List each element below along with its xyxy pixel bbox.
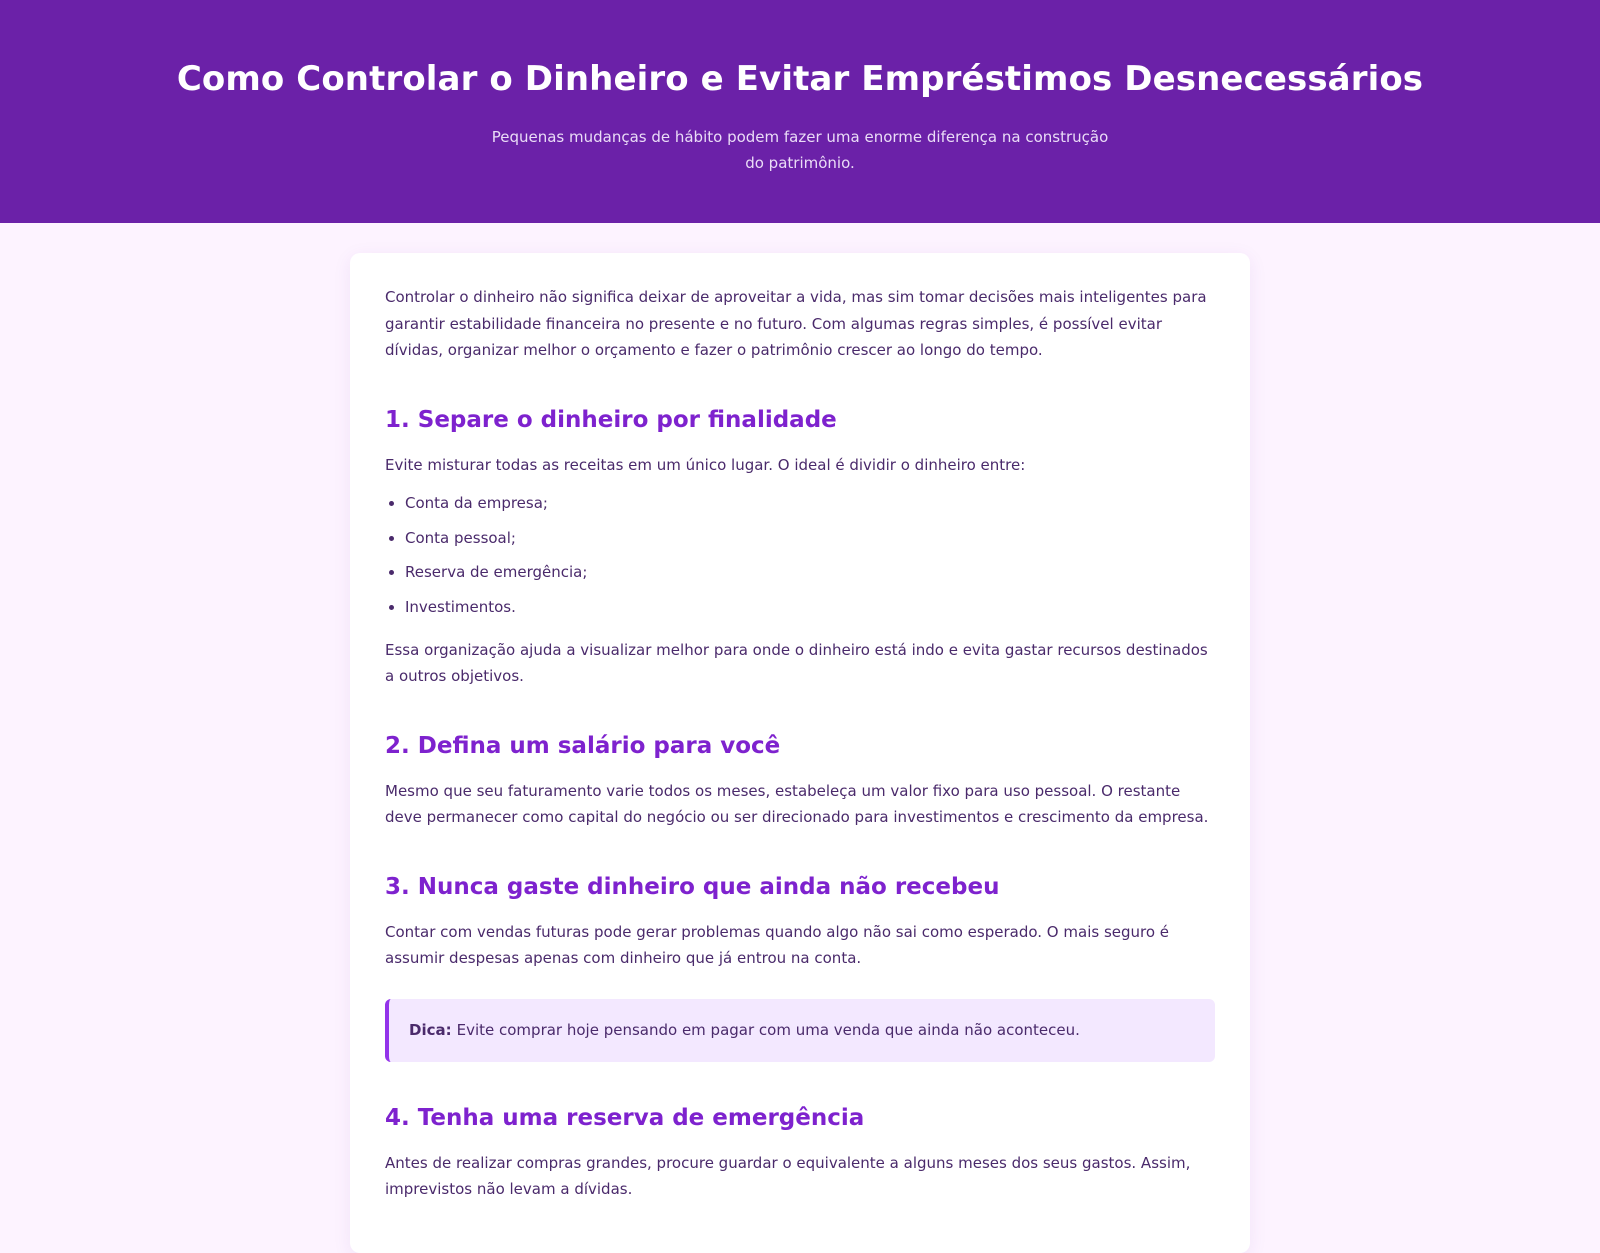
section-text: Antes de realizar compras grandes, procure guardar o equivalente a alguns meses dos seus gastos. Assim, imprevistos não levam a dívidas. — [385, 1153, 1191, 1198]
list-item: • Conta pessoal; — [405, 527, 1215, 550]
section-text: Contar com vendas futuras pode gerar problemas quando algo não sai como esperado. O mais seguro é assumir despesas apenas com dinheiro que já entrou na conta. — [385, 922, 1170, 967]
list-item: • Reserva de emergência; — [405, 561, 1215, 584]
section-text: Mesmo que seu faturamento varie todos os meses, estabeleça um valor fixo para uso pessoal. O restante deve permanecer como capital do negócio ou ser direcionado para investimentos e crescimento da empresa. — [385, 781, 1209, 826]
page-subtitle: Pequenas mudanças de hábito podem fazer uma enorme diferença na construção do patrimônio. — [491, 128, 1109, 172]
account-list — [385, 492, 1215, 619]
section-title: 3. Nunca gaste dinheiro que ainda não recebeu — [385, 873, 1000, 900]
section-salary — [385, 730, 1215, 831]
section-emergency-reserve — [385, 1102, 1215, 1203]
section-title: 4. Tenha uma reserva de emergência — [385, 1104, 865, 1131]
list-item: • Conta da empresa; — [405, 492, 1215, 515]
tip-callout — [385, 999, 1215, 1062]
article-card — [350, 253, 1250, 1253]
section-text: Evite misturar todas as receitas em um único lugar. O ideal é dividir o dinheiro entre: — [385, 455, 1026, 474]
article-intro: Controlar o dinheiro não significa deixar de aproveitar a vida, mas sim tomar decisões mais inteligentes para garantir estabilidade financeira no presente e no futuro. Com algumas regras simples, é possível evitar dívidas, organizar melhor o orçamento e fazer o patrimônio crescer ao longo do tempo. — [385, 288, 1207, 359]
page-header — [0, 0, 1600, 223]
list-item: • Investimentos. — [405, 596, 1215, 619]
section-separate-money — [385, 404, 1215, 690]
section-title: 1. Separe o dinheiro por finalidade — [385, 406, 837, 433]
page-title: Como Controlar o Dinheiro e Evitar Empréstimos Desnecessários — [176, 59, 1424, 99]
section-text: Essa organização ajuda a visualizar melhor para onde o dinheiro está indo e evita gastar recursos destinados a outros objetivos. — [385, 640, 1208, 685]
section-never-spend — [385, 871, 1215, 1062]
section-title: 2. Defina um salário para você — [385, 732, 781, 759]
tip-text: Evite comprar hoje pensando em pagar com uma venda que ainda não aconteceu. — [456, 1021, 1080, 1039]
tip-label: Dica: — [409, 1021, 452, 1039]
